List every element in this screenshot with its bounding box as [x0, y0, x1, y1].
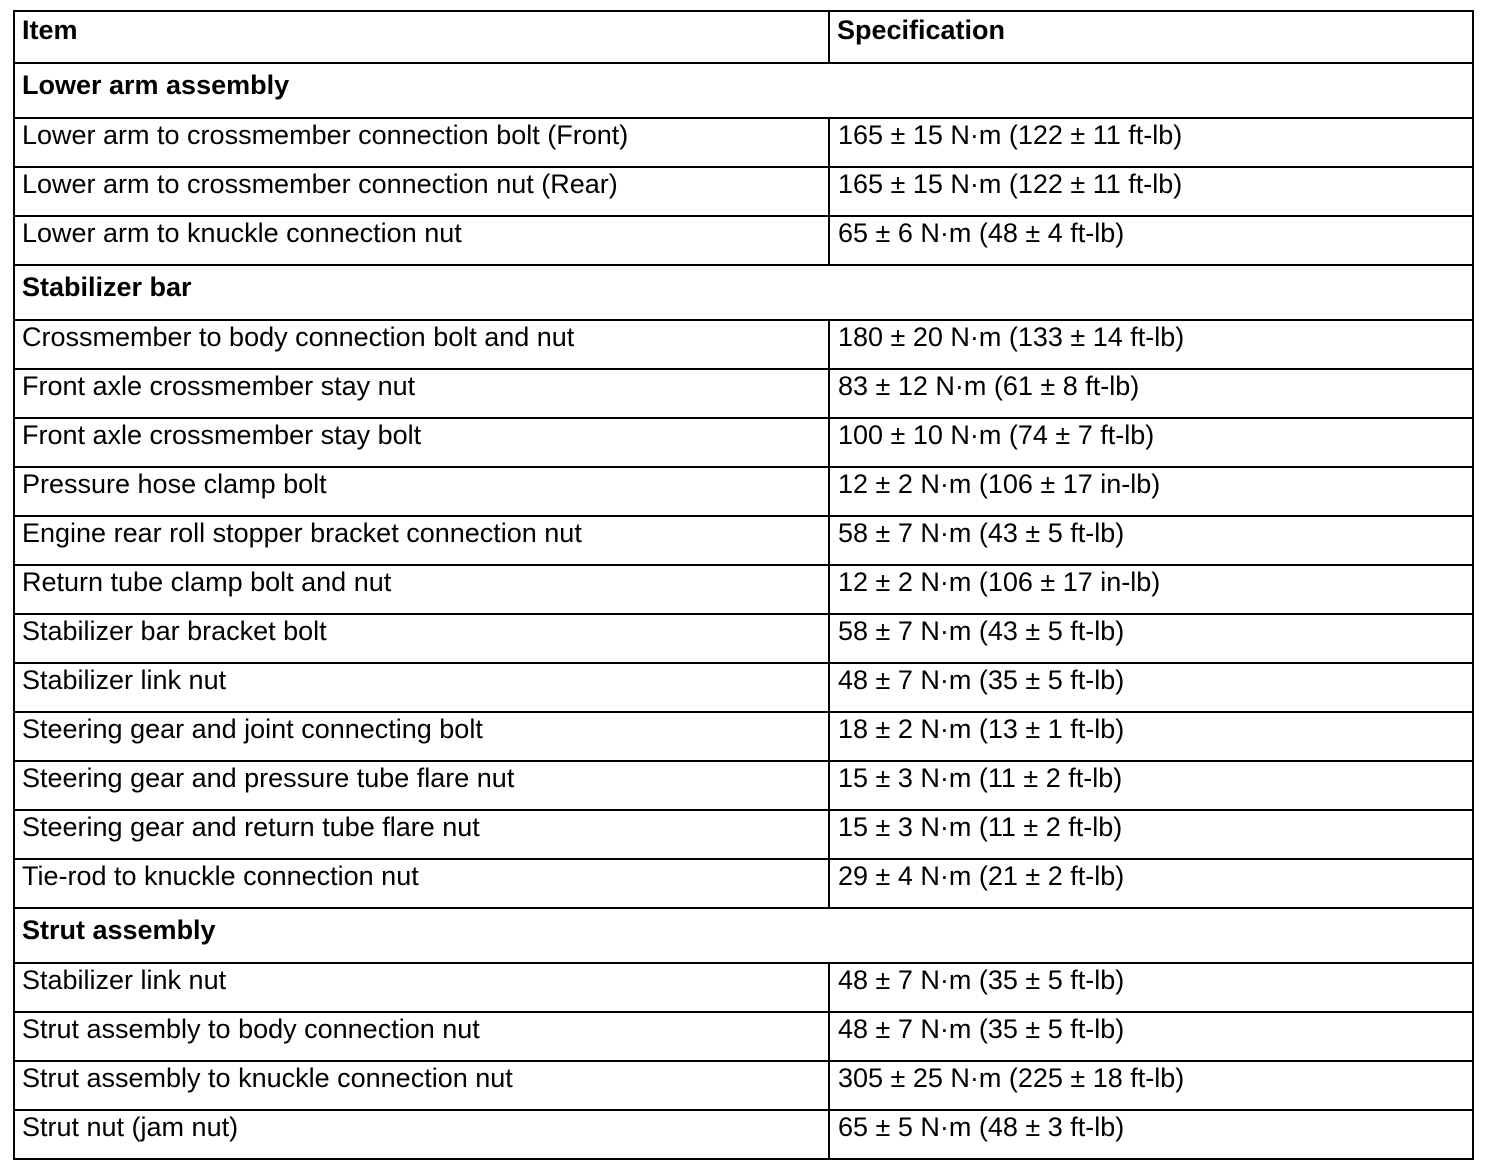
table-row [14, 320, 1473, 369]
table-row [14, 761, 1473, 810]
row-spec: 180 ± 20 N·m (133 ± 14 ft-lb) [829, 320, 1473, 369]
row-spec: 83 ± 12 N·m (61 ± 8 ft-lb) [829, 369, 1473, 418]
row-item: Steering gear and pressure tube flare nut [14, 761, 829, 810]
row-spec: 12 ± 2 N·m (106 ± 17 in-lb) [829, 565, 1473, 614]
row-item: Stabilizer bar bracket bolt [14, 614, 829, 663]
header-item: Item [14, 11, 829, 63]
table-row [14, 810, 1473, 859]
row-spec: 65 ± 6 N·m (48 ± 4 ft-lb) [829, 216, 1473, 265]
row-spec: 65 ± 5 N·m (48 ± 3 ft-lb) [829, 1110, 1473, 1159]
row-item: Return tube clamp bolt and nut [14, 565, 829, 614]
table-row [14, 1110, 1473, 1159]
row-spec: 18 ± 2 N·m (13 ± 1 ft-lb) [829, 712, 1473, 761]
section-row-stabilizer-bar [14, 265, 1473, 320]
row-spec: 48 ± 7 N·m (35 ± 5 ft-lb) [829, 963, 1473, 1012]
row-item: Stabilizer link nut [14, 963, 829, 1012]
section-row-strut-assembly [14, 908, 1473, 963]
row-item: Lower arm to knuckle connection nut [14, 216, 829, 265]
table-row [14, 859, 1473, 908]
table-row [14, 118, 1473, 167]
row-spec: 305 ± 25 N·m (225 ± 18 ft-lb) [829, 1061, 1473, 1110]
row-spec: 48 ± 7 N·m (35 ± 5 ft-lb) [829, 1012, 1473, 1061]
row-item: Engine rear roll stopper bracket connection nut [14, 516, 829, 565]
row-spec: 48 ± 7 N·m (35 ± 5 ft-lb) [829, 663, 1473, 712]
table-row [14, 369, 1473, 418]
row-item: Tie-rod to knuckle connection nut [14, 859, 829, 908]
table-header-row [14, 11, 1473, 63]
table-row [14, 614, 1473, 663]
row-item: Lower arm to crossmember connection bolt (Front) [14, 118, 829, 167]
table-row [14, 1012, 1473, 1061]
row-item: Pressure hose clamp bolt [14, 467, 829, 516]
row-spec: 29 ± 4 N·m (21 ± 2 ft-lb) [829, 859, 1473, 908]
table-row [14, 516, 1473, 565]
torque-spec-table [13, 10, 1474, 1160]
row-spec: 165 ± 15 N·m (122 ± 11 ft-lb) [829, 167, 1473, 216]
section-title: Stabilizer bar [14, 265, 1473, 320]
row-spec: 12 ± 2 N·m (106 ± 17 in-lb) [829, 467, 1473, 516]
row-item: Strut assembly to body connection nut [14, 1012, 829, 1061]
row-item: Crossmember to body connection bolt and nut [14, 320, 829, 369]
row-item: Front axle crossmember stay nut [14, 369, 829, 418]
table-row [14, 467, 1473, 516]
row-spec: 58 ± 7 N·m (43 ± 5 ft-lb) [829, 614, 1473, 663]
table-row [14, 1061, 1473, 1110]
table-row [14, 167, 1473, 216]
table-row [14, 565, 1473, 614]
section-title: Lower arm assembly [14, 63, 1473, 118]
section-title: Strut assembly [14, 908, 1473, 963]
row-item: Steering gear and return tube flare nut [14, 810, 829, 859]
header-specification: Specification [829, 11, 1473, 63]
row-spec: 100 ± 10 N·m (74 ± 7 ft-lb) [829, 418, 1473, 467]
table-row [14, 712, 1473, 761]
section-row-lower-arm-assembly [14, 63, 1473, 118]
row-item: Strut assembly to knuckle connection nut [14, 1061, 829, 1110]
row-item: Strut nut (jam nut) [14, 1110, 829, 1159]
table-row [14, 418, 1473, 467]
row-spec: 15 ± 3 N·m (11 ± 2 ft-lb) [829, 810, 1473, 859]
row-spec: 15 ± 3 N·m (11 ± 2 ft-lb) [829, 761, 1473, 810]
row-item: Steering gear and joint connecting bolt [14, 712, 829, 761]
row-item: Front axle crossmember stay bolt [14, 418, 829, 467]
table-row [14, 216, 1473, 265]
row-item: Stabilizer link nut [14, 663, 829, 712]
row-spec: 58 ± 7 N·m (43 ± 5 ft-lb) [829, 516, 1473, 565]
row-spec: 165 ± 15 N·m (122 ± 11 ft-lb) [829, 118, 1473, 167]
row-item: Lower arm to crossmember connection nut (Rear) [14, 167, 829, 216]
table-row [14, 663, 1473, 712]
table-row [14, 963, 1473, 1012]
